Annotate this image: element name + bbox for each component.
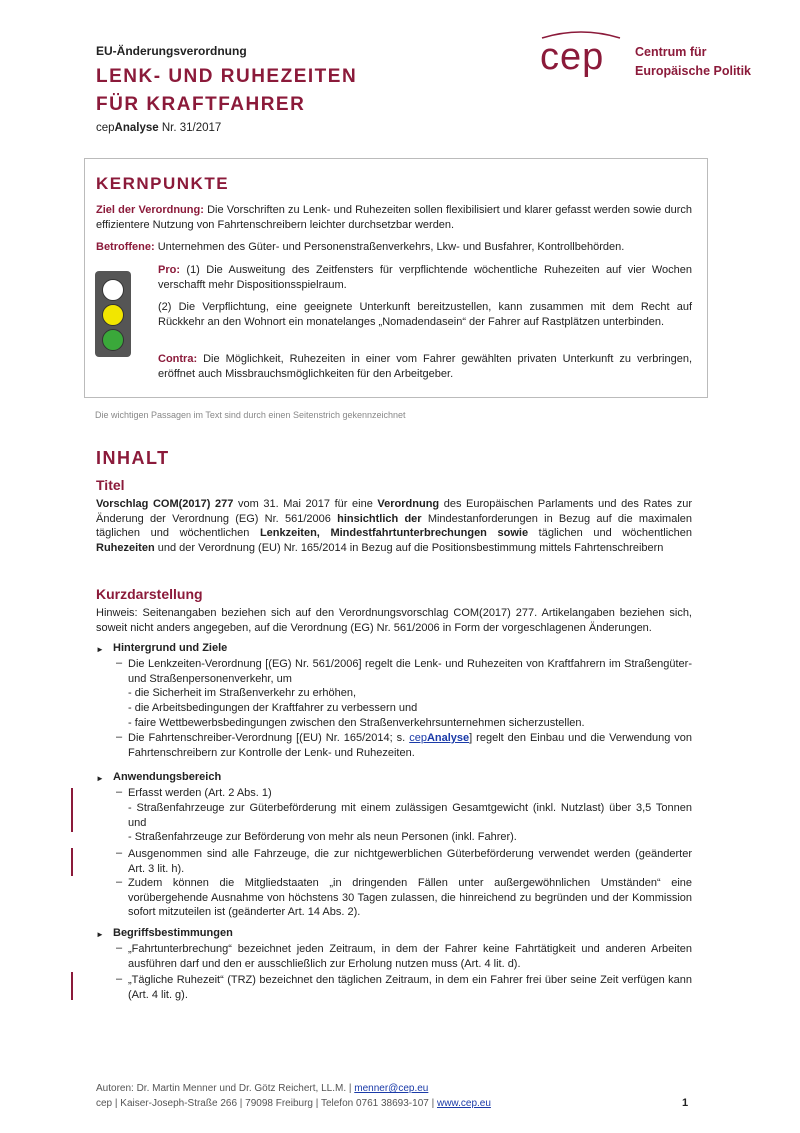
inhalt-title: INHALT [96,448,170,468]
document-title-line1: LENK- UND RUHEZEITEN [96,66,358,87]
anwendung-sub2: - Straßenfahrzeuge zur Beförderung von mehr als neun Personen (inkl. Fahrer). [128,831,517,843]
pro1-text: (1) Die Ausweitung des Zeitfensters für verpflichtende wöchentliche Ruhezeiten auf vier Wochen verschafft mehr Dispositionsspielraum. [158,264,692,291]
margin-note: Die wichtigen Passagen im Text sind durch einen Seitenstrich gekennzeichnet [95,410,406,420]
hintergrund-heading: Hintergrund und Ziele [113,642,228,654]
dash-icon: – [116,847,123,859]
begriffe-item1: „Fahrtunterbrechung“ bezeichnet jeden Zeitraum, in dem der Fahrer keine Fahrtätigkeit und anderen Arbeiten ausführen darf und den er ausschließlich zur Erholung nutzen muss (Art. 4 lit. d). [128,943,692,970]
importance-bar [71,972,73,1000]
kernpunkte-ziel [96,203,692,232]
titel-part-e: hinsichtlich der [337,512,422,525]
anwendung-sub1: - Straßenfahrzeuge zur Güterbeförderung mit einem zulässigen Gesamtgewicht (inkl. Nutzlast) über 3,5 Tonnen und [128,802,692,829]
anwendung-item3: Zudem können die Mitgliedstaaten „in dringenden Fällen unter außergewöhnlichen Umständen“ eine vorübergehende Ausnahme von höchstens 30 Tagen zulassen, die hinreichend zu begründen und der Kommission sofort mitzuteilen ist (geänderter Art. 14 Abs. 2). [128,877,692,918]
hintergrund-sub2: - die Arbeitsbedingungen der Kraftfahrer zu verbessern und [128,702,418,714]
anwendung-item1: Erfasst werden (Art. 2 Abs. 1) [128,787,272,799]
betroffene-text: Unternehmen des Güter- und Personenstraßenverkehrs, Lkw- und Busfahrer, Kontrollbehörden. [157,241,625,253]
traffic-light-green [102,329,124,351]
begriffe-heading: Begriffsbestimmungen [113,927,233,939]
titel-heading: Titel [96,477,125,493]
anwendung-heading: Anwendungsbereich [113,771,222,783]
kernpunkte-pro2: (2) Die Verpflichtung, eine geeignete Unterkunft bereitzustellen, kann zusammen mit dem Recht auf Rückkehr an den Wohnort ein monatelanges „Nomadendasein“ der Fahrer auf Rastplätzen unterbinden. [158,301,692,328]
hintergrund-item1: Die Lenkzeiten-Verordnung [(EG) Nr. 561/2006] regelt die Lenk- und Ruhezeiten von Kraftfahrern im Straßengüter- und Straßenpersonenverkehr, um [128,658,692,685]
importance-bar [71,788,73,832]
contra-label: Contra: [158,353,198,365]
bullet-triangle-icon: ► [96,645,104,654]
logo-word: cep [540,36,605,78]
titel-part-b: vom 31. Mai 2017 für eine [233,498,378,510]
titel-part-f: Mindestanforderungen in Bezug auf die maximalen täglichen und wöchentlichen [96,512,693,539]
link-bold: Analyse [426,732,470,744]
footer-authors-text: Autoren: Dr. Martin Menner und Dr. Götz Reichert, LL.M. | [96,1083,355,1094]
hintergrund-item2 [128,731,692,760]
cep-analyse-link[interactable] [409,732,469,744]
titel-part-g: Lenkzeiten, Mindestfahrtunterbrechungen sowie [259,527,529,539]
document-title-line2: FÜR KRAFTFAHRER [96,94,306,115]
kernpunkte-betroffene [96,240,692,255]
anwendung-item2: Ausgenommen sind alle Fahrzeuge, die zur nichtgewerblichen Güterbeförderung verwendet werden (geänderter Art. 3 lit. h). [128,848,692,875]
bullet-triangle-icon: ► [96,774,104,783]
hinweis-text: Hinweis: Seitenangaben beziehen sich auf den Verordnungsvorschlag COM(2017) 277. Artikelangaben beziehen sich, soweit nicht anders angegeben, auf die Verordnung (EG) Nr. 561/2006 in Form der vorgeschlagenen Änderungen. [96,607,692,634]
pro-label: Pro: [158,264,180,276]
page-number: 1 [682,1097,689,1109]
titel-part-c: Verordnung [377,498,440,510]
contra-text: Die Möglichkeit, Ruhezeiten in einer vom Fahrer gewählten privaten Unterkunft zu verbringen, eröffnet auch Missbrauchsmöglichkeiten für den Arbeitgeber. [158,353,692,380]
kernpunkte-contra [158,352,692,381]
titel-text [96,497,692,555]
dash-icon: – [116,657,123,669]
traffic-light-icon [95,271,131,357]
kurz-heading: Kurzdarstellung [96,586,203,602]
footer-email-link[interactable]: menner@cep.eu [354,1083,429,1094]
bullet-triangle-icon: ► [96,930,104,939]
betroffene-label: Betroffene: [96,241,155,253]
logo-line1: Centrum für [635,45,707,59]
hintergrund-sub3: - faire Wettbewerbsbedingungen zwischen den Straßenverkehrsunternehmen sicherzustellen. [128,717,585,729]
footer-address-text: cep | Kaiser-Joseph-Straße 266 | 79098 Freiburg | Telefon 0761 38693-107 | [96,1098,437,1109]
dash-icon: – [116,942,123,954]
item2-text-a: Die Fahrtenschreiber-Verordnung [(EU) Nr. 165/2014; s. [128,732,410,744]
series-prefix: cep [96,122,115,134]
titel-part-h: täglichen und wöchentlichen [528,527,693,539]
dash-icon: – [116,973,123,985]
titel-part-j: und der Verordnung (EU) Nr. 165/2014 in Bezug auf die Positionsbestimmung mittels Fahrtenschreibern [154,541,664,554]
titel-part-a: Vorschlag COM(2017) 277 [96,498,234,510]
ziel-label: Ziel der Verordnung: [96,204,204,216]
link-prefix: cep [409,732,427,744]
footer-authors [96,1083,428,1094]
titel-part-i: Ruhezeiten [96,541,155,554]
kernpunkte-pro1 [158,263,692,292]
dash-icon: – [116,731,123,743]
document-kicker: EU-Änderungsverordnung [96,44,247,58]
importance-bar [71,848,73,876]
hintergrund-sub1: - die Sicherheit im Straßenverkehr zu erhöhen, [128,687,357,699]
series-name: Analyse [114,122,159,134]
begriffe-item2: „Tägliche Ruhezeit“ (TRZ) bezeichnet den täglichen Zeitraum, in dem ein Fahrer frei über seine Zeit verfügen kann (Art. 4 lit. g). [128,974,692,1001]
kernpunkte-title: KERNPUNKTE [96,174,230,193]
titel-part-d: des Europäischen Parlaments und des Rates zur Änderung der Verordnung (EG) Nr. 561/2006 [96,498,693,525]
traffic-light-white [102,279,124,301]
traffic-light-yellow [102,304,124,326]
footer-web-link[interactable]: www.cep.eu [436,1098,491,1109]
ziel-text: Die Vorschriften zu Lenk- und Ruhezeiten sollen flexibilisiert und klarer gefasst werden sowie durch effizientere Nutzung von Fahrtenschreibern leichter durchsetzbar werden. [96,204,692,231]
logo-line2: Europäische Politik [635,64,752,78]
series-no: Nr. 31/2017 [161,122,222,134]
dash-icon: – [116,876,123,888]
dash-icon: – [116,786,123,798]
item2-text-b: ] regelt den Einbau und die Verwendung von Fahrtenschreibern zur Kontrolle der Lenk- und Ruhezeiten. [128,732,693,759]
series-number [96,122,221,134]
footer-address [96,1098,491,1109]
